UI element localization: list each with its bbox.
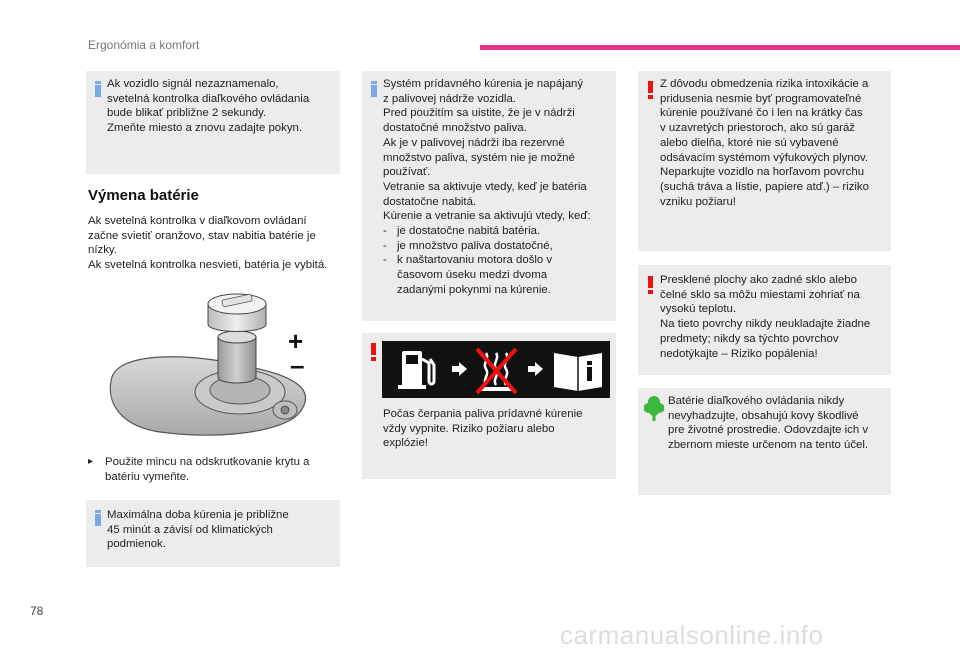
heating-off-icon [477, 349, 516, 393]
warning-icon [371, 343, 376, 361]
arrow-right-icon [528, 362, 543, 376]
list-item: - je dostatočne nabitá batéria. [383, 224, 615, 239]
info-box-signal-text [107, 77, 337, 136]
text-line: Ak svetelná kontrolka v diaľkovom ovládaní [88, 215, 307, 227]
info-icon [95, 510, 101, 523]
text-line: Ak je v palivovej nádrži iba rezervné [383, 136, 565, 149]
text-line: z palivovej nádrže vozidla. [383, 92, 516, 105]
page-number: 78 [30, 604, 44, 618]
text-line: Vetranie sa aktivuje vtedy, keď je batéria [383, 180, 587, 193]
warning-box-intoxication [638, 71, 891, 251]
text-line: Zmeňte miesto a znovu zadajte pokyn. [107, 122, 303, 135]
text-line: Počas čerpania paliva prídavné kúrenie [383, 408, 583, 420]
text-line: dostatočné množstvo paliva. [383, 122, 527, 135]
text-line: zbernom mieste určenom na tento účel. [668, 439, 869, 452]
text-line: Na tieto povrchy nikdy neukladajte žiadne [660, 318, 871, 331]
text-line: Presklené plochy ako zadné sklo alebo [660, 274, 857, 286]
text-line: zadanými pokynmi na kúrenie. [397, 283, 551, 296]
eco-box-battery-disposal [638, 388, 891, 495]
manual-book-icon [554, 353, 602, 391]
minus-sign: – [290, 350, 305, 380]
section-header: Ergonómia a komfort [88, 38, 200, 52]
text-line: odsávacím systémom výfukových plynov. [660, 151, 869, 164]
text-line: nevyhadzujte, obsahujú kovy škodlivé [668, 409, 859, 422]
eco-tree-icon [644, 396, 664, 422]
text-line: Batérie diaľkového ovládania nikdy [668, 395, 845, 407]
text-line: vždy vypnite. Riziko požiaru alebo [383, 422, 555, 435]
text-line: Ak vozidlo signál nezaznamenalo, [107, 78, 279, 90]
text-line: kúrenie používané čo i len na krátky čas [660, 107, 863, 120]
text-line: vzniku požiaru! [660, 195, 736, 208]
text-line: svetelná kontrolka diaľkového ovládania [107, 92, 310, 105]
text-line: 45 minút a závisí od klimatických [107, 523, 273, 536]
text-line: Maximálna doba kúrenia je približne [107, 509, 289, 521]
text-line: v uzavretých priestoroch, ako sú garáž [660, 122, 855, 135]
text-line: bude blikať približne 2 sekundy. [107, 107, 267, 120]
text-line: Systém prídavného kúrenia je napájaný [383, 78, 584, 90]
text-line: Kúrenie a vetranie sa aktivujú vtedy, keď: [383, 210, 591, 223]
warning-box-glass [638, 265, 891, 375]
text-line: začne svietiť oranžovo, stav nabitia batérie je [88, 229, 316, 242]
list-item [383, 253, 615, 297]
warning-box-intoxication-text [660, 77, 891, 209]
header-accent-bar [480, 45, 960, 50]
battery-paragraph [88, 214, 343, 273]
conditions-list [383, 224, 615, 298]
pictogram-svg [382, 341, 610, 398]
warning-icon [648, 276, 653, 294]
warning-box-glass-text [660, 273, 891, 361]
text-line: (suchá tráva a lístie, papiere atď.) – riziko [660, 180, 869, 193]
text-line: množstvo paliva, systém nie je možné [383, 151, 575, 164]
text-line: používať. [383, 166, 431, 179]
info-icon [95, 81, 101, 94]
text-line: batériu vymeňte. [105, 470, 190, 483]
warning-box-refuel-text [383, 407, 613, 451]
text-line: explózie! [383, 437, 428, 450]
text-line: Použite mincu na odskrutkovanie krytu a [105, 456, 310, 468]
watermark: carmanualsonline.info [560, 620, 824, 650]
info-icon [371, 81, 377, 94]
eco-box-text [668, 394, 890, 453]
refuel-pictogram-bar [382, 341, 610, 398]
text-line: pre životné prostredie. Odovzdajte ich v [668, 424, 869, 437]
text-line: alebo dielňa, ktoré nie sú vybavené [660, 136, 839, 149]
arrow-right-icon [452, 362, 467, 376]
text-line: Z dôvodu obmedzenia rizika intoxikácie a [660, 78, 869, 90]
info-box-heating-text [107, 508, 337, 552]
remote-battery-illustration [100, 282, 340, 442]
fuel-pump-icon [398, 351, 434, 389]
list-item: - je množstvo paliva dostatočné, [383, 239, 615, 254]
text-line: podmienok. [107, 538, 166, 551]
text-line: vysokú teplotu. [660, 303, 736, 316]
text-line: čelné sklo sa môžu miestami zohriať na [660, 288, 860, 301]
info-box-fuel-text [383, 77, 615, 298]
text-line: časovom úseku medzi dvoma [397, 269, 548, 282]
text-line: Ak svetelná kontrolka nesvieti, batéria je vybitá. [88, 259, 328, 272]
text-line: nízky. [88, 244, 117, 257]
arrow-bullet-icon: ▸ [88, 456, 94, 467]
warning-icon [648, 81, 653, 99]
text-line: pridusenia nesmie byť programovateľné [660, 92, 862, 105]
text-line: Neparkujte vozidlo na horľavom povrchu [660, 166, 865, 179]
text-line: nedotýkajte – Riziko popálenia! [660, 347, 818, 360]
text-line: - k naštartovaniu motora došlo v [397, 254, 553, 267]
text-line: Pred použitím sa uistite, že je v nádrži [383, 107, 575, 120]
info-box-heating-duration [86, 500, 340, 567]
text-line: predmety; nikdy sa týchto povrchov [660, 332, 839, 345]
info-box-signal [86, 71, 340, 174]
section-title-battery: Výmena batérie [88, 187, 199, 204]
plus-sign: + [288, 326, 304, 356]
text-line: dostatočne nabitá. [383, 195, 477, 208]
coin-instruction [88, 455, 343, 484]
info-box-fuel [362, 71, 616, 321]
text-line [88, 455, 343, 470]
